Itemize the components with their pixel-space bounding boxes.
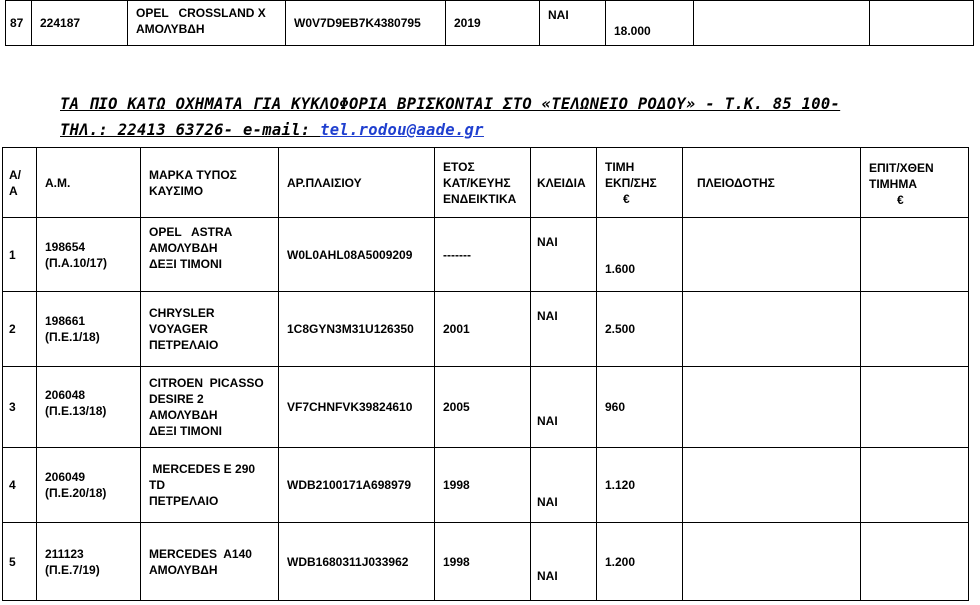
row-make [128,1,286,46]
row-chassis: W0V7D9EB7K4380795 [286,1,446,46]
row-am [37,292,141,367]
table-row [3,448,969,523]
row-aa: 2 [3,292,37,367]
row-am [37,367,141,448]
table-row [3,218,969,292]
table-row [6,1,974,46]
table-row [3,292,969,367]
row-chassis: VF7CHNFVK39824610 [279,367,435,448]
header-text: ΤΙΜΗ [605,159,635,174]
header-text: ΕΝΔΕΙΚΤΙΚΑ [443,191,517,206]
col-header-bidder: ΠΛΕΙΟΔΟΤΗΣ [683,148,861,218]
header-text: € [623,191,630,206]
row-repeat-price [861,523,969,601]
row-am [37,448,141,523]
header-text: ΚΑΥΣΙΜΟ [149,183,204,198]
row-year: 2019 [446,1,540,46]
row-bidder [683,367,861,448]
make-line: TD [149,478,165,492]
row-aa: 1 [3,218,37,292]
row-aa: 5 [3,523,37,601]
am-number: 211123 [45,546,84,561]
make-line: ΠΕΤΡΕΛΑΙΟ [149,494,219,508]
row-year: 2005 [435,367,531,448]
make-line: ΑΜΟΛΥΒΔΗ [149,241,218,255]
am-number: 206048 [45,388,86,402]
row-repeat-price [870,1,974,46]
row-bidder [683,448,861,523]
section-heading: ΤΑ ΠΙΟ ΚΑΤΩ ΟΧΗΜΑΤΑ ΓΙΑ ΚΥΚΛΟΦΟΡΙΑ ΒΡΙΣΚΟΝΤΑΙ ΣΤΟ «ΤΕΛΩΝΕΙΟ ΡΟΔΟΥ» - Τ.Κ. 85 100- [60,95,841,113]
col-header-aa [3,148,37,218]
make-line: OPEL CROSSLAND X [136,6,266,20]
row-bidder [694,1,870,46]
header-text: Α/ [9,167,21,182]
row-price: 1.120 [597,448,683,523]
row-repeat-price [861,367,969,448]
row-price: 1.600 [597,218,683,292]
row-keys: ΝΑΙ [531,523,597,601]
row-price: 960 [597,367,683,448]
make-line: CHRYSLER [149,306,215,320]
col-header-keys: ΚΛΕΙΔΙΑ [531,148,597,218]
table-row [3,367,969,448]
row-make [141,292,279,367]
row-year: 1998 [435,523,531,601]
make-line: MERCEDES A140 [149,546,252,561]
contact-text: ΤΗΛ.: 22413 63726- e-mail: [60,121,321,139]
make-line: ΠΕΤΡΕΛΑΙΟ [149,338,219,352]
am-number: 198661 [45,314,86,328]
row-aa: 3 [3,367,37,448]
am-ref: (Π.Α.10/17) [45,255,108,270]
col-header-make [141,148,279,218]
make-line: MERCEDES E 290 [149,462,256,476]
col-header-repeat-price [861,148,969,218]
section-heading-contact [60,121,484,139]
row-bidder [683,292,861,367]
am-ref: (Π.Ε.20/18) [45,486,107,500]
header-text: ΕΤΟΣ [443,159,475,174]
make-line: ΑΜΟΛΥΒΔΗ [136,22,205,36]
am-ref: (Π.Ε.1/18) [45,330,100,344]
col-header-year [435,148,531,218]
row-am [37,523,141,601]
make-line: CITROEN PICASSO [149,376,264,390]
row-chassis: 1C8GYN3M31U126350 [279,292,435,367]
row-chassis: W0L0AHL08A5009209 [279,218,435,292]
row-make [141,448,279,523]
row-repeat-price [861,448,969,523]
row-am: 224187 [32,1,128,46]
row-price: 1.200 [597,523,683,601]
make-line: ΔΕΞΙ ΤΙΜΟΝΙ [149,424,223,438]
row-repeat-price [861,218,969,292]
row-keys: ΝΑΙ [540,1,606,46]
header-text: € [897,193,904,207]
row-make [141,523,279,601]
am-ref: (Π.Ε.13/18) [45,404,107,418]
header-text: ΚΑΤ/ΚΕΥΗΣ [443,175,511,190]
col-header-am: Α.Μ. [37,148,141,218]
row-make [141,367,279,448]
make-line: OPEL ASTRA [149,225,233,239]
col-header-price [597,148,683,218]
row-bidder [683,523,861,601]
header-text: Α [9,183,18,198]
row-make [141,218,279,292]
row-repeat-price [861,292,969,367]
row-year: 1998 [435,448,531,523]
header-text: ΕΚΠ/ΣΗΣ [605,175,657,190]
make-line: ΑΜΟΛΥΒΔΗ [149,562,218,577]
row-am [37,218,141,292]
row-chassis: WDB1680311J033962 [279,523,435,601]
row-aa: 87 [6,1,32,46]
email-link[interactable]: tel.rodou@aade.gr [320,121,484,139]
row-chassis: WDB2100171A698979 [279,448,435,523]
header-text: ΜΑΡΚΑ ΤΥΠΟΣ [149,167,237,182]
header-text: ΕΠΙΤ/ΧΘΕΝ [869,161,934,175]
top-vehicle-table [5,0,974,46]
row-aa: 4 [3,448,37,523]
row-price: 2.500 [597,292,683,367]
table-row [3,523,969,601]
am-ref: (Π.Ε.7/19) [45,562,100,577]
row-bidder [683,218,861,292]
header-text: ΤΙΜΗΜΑ [869,177,917,191]
row-price: 18.000 [606,1,694,46]
col-header-chassis: ΑΡ.ΠΛΑΙΣΙΟΥ [279,148,435,218]
row-year: ------- [435,218,531,292]
row-keys: ΝΑΙ [531,367,597,448]
row-keys: ΝΑΙ [531,292,597,367]
make-line: ΑΜΟΛΥΒΔΗ [149,408,218,422]
make-line: VOYAGER [149,322,208,336]
row-year: 2001 [435,292,531,367]
make-line: ΔΕΞΙ ΤΙΜΟΝΙ [149,257,223,271]
vehicles-table [2,147,969,601]
table-header-row [3,148,969,218]
am-number: 206049 [45,470,86,484]
row-keys: ΝΑΙ [531,448,597,523]
row-keys: ΝΑΙ [531,218,597,292]
am-number: 198654 [45,239,86,254]
make-line: DESIRE 2 [149,392,204,406]
